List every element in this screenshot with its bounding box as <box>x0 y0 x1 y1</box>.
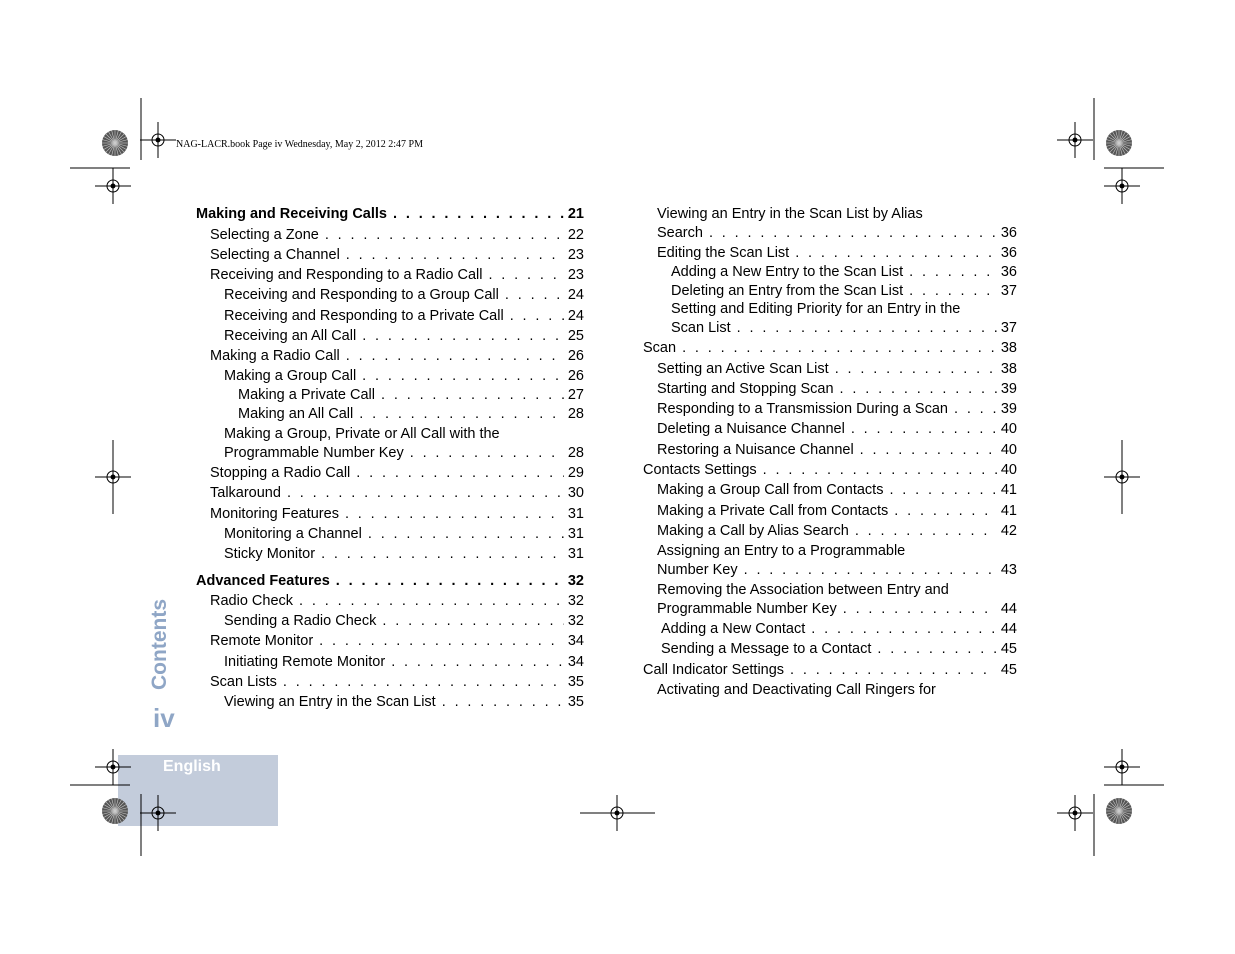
toc-entry-title: Search <box>657 225 703 241</box>
toc-entry-page: 39 <box>1000 401 1017 417</box>
toc-entry-page: 23 <box>567 247 584 263</box>
toc-entry-title: Making a Private Call from Contacts <box>657 503 889 519</box>
toc-entry-page: 29 <box>567 465 584 481</box>
toc-entry-title: Editing the Scan List <box>657 245 790 261</box>
toc-entry-title: Receiving and Responding to a Private Call <box>224 308 504 324</box>
toc-entry-title: Scan <box>643 340 677 356</box>
toc-entry-title: Making a Group, Private or All Call with the <box>224 426 500 442</box>
registration-dot <box>156 811 161 816</box>
toc-entry-page: 24 <box>567 287 584 303</box>
toc-entry-title: Starting and Stopping Scan <box>657 381 834 397</box>
toc-entry-page: 22 <box>567 227 584 243</box>
toc-entry-title: Making a Call by Alias Search <box>657 523 849 539</box>
toc-entry-title: Removing the Association between Entry and <box>657 582 949 598</box>
toc-entry-page: 38 <box>1000 340 1017 356</box>
toc-entry-title: Programmable Number Key <box>657 601 837 617</box>
toc-entry-title: Sending a Radio Check <box>224 613 377 629</box>
toc-entry-title: Programmable Number Key <box>224 445 404 461</box>
toc-entry-page: 44 <box>1000 601 1017 617</box>
toc-entry-page: 42 <box>1000 523 1017 539</box>
toc-entry-title: Deleting a Nuisance Channel <box>657 421 845 437</box>
toc-entry-page: 25 <box>567 328 584 344</box>
toc-entry-title: Setting an Active Scan List <box>657 361 829 377</box>
book-file-header: NAG-LACR.book Page iv Wednesday, May 2, 2012 2:47 PM <box>176 139 423 150</box>
toc-entry-page: 31 <box>567 546 584 562</box>
toc-entry-title: Selecting a Channel <box>210 247 340 263</box>
toc-entry-title: Scan List <box>671 320 731 336</box>
toc-entry-page: 28 <box>567 445 584 461</box>
toc-entry-page: 44 <box>1000 621 1017 637</box>
registration-dot <box>111 765 116 770</box>
toc-entry-page: 32 <box>567 613 584 629</box>
registration-dot <box>156 138 161 143</box>
toc-entry-title: Adding a New Entry to the Scan List <box>671 264 904 280</box>
toc-entry-title: Remote Monitor <box>210 633 314 649</box>
toc-entry-title: Making a Radio Call <box>210 348 340 364</box>
toc-entry-title: Sticky Monitor <box>224 546 316 562</box>
toc-entry-page: 36 <box>1000 225 1017 241</box>
toc-entry-page: 35 <box>567 674 584 690</box>
registration-dot <box>111 184 116 189</box>
toc-entry-title: Scan Lists <box>210 674 277 690</box>
toc-entry-page: 31 <box>567 506 584 522</box>
toc-entry-page: 37 <box>1000 320 1017 336</box>
toc-entry-page: 35 <box>567 694 584 710</box>
toc-entry-page: 40 <box>1000 442 1017 458</box>
toc-entry-page: 32 <box>567 573 584 589</box>
toc-entry-title: Monitoring a Channel <box>224 526 362 542</box>
toc-entry-page: 31 <box>567 526 584 542</box>
toc-entry-page: 34 <box>567 633 584 649</box>
toc-entry-page: 37 <box>1000 283 1017 299</box>
registration-dot <box>1120 184 1125 189</box>
toc-entry-title: Assigning an Entry to a Programmable <box>657 543 906 559</box>
toc-entry-title: Viewing an Entry in the Scan List <box>224 694 436 710</box>
toc-entry-page: 41 <box>1000 503 1017 519</box>
toc-entry-page: 39 <box>1000 381 1017 397</box>
toc-entry-title: Radio Check <box>210 593 294 609</box>
toc-entry-page: 30 <box>567 485 584 501</box>
toc-entry-page: 23 <box>567 267 584 283</box>
registration-dot <box>1073 811 1078 816</box>
toc-entry-title: Viewing an Entry in the Scan List by Alias <box>657 206 923 222</box>
toc-entry-title: Contacts Settings <box>643 462 757 478</box>
toc-entry-title: Selecting a Zone <box>210 227 319 243</box>
toc-entry-title: Receiving and Responding to a Radio Call <box>210 267 483 283</box>
toc-entry-title: Activating and Deactivating Call Ringers for <box>657 682 936 698</box>
toc-entry-title: Initiating Remote Monitor <box>224 654 386 670</box>
toc-entry-title: Stopping a Radio Call <box>210 465 351 481</box>
toc-entry-title: Restoring a Nuisance Channel <box>657 442 854 458</box>
toc-entry-page: 45 <box>1000 662 1017 678</box>
toc-entry-title: Making and Receiving Calls <box>196 206 387 222</box>
toc-entry-page: 38 <box>1000 361 1017 377</box>
registration-dot <box>1073 138 1078 143</box>
toc-entry-title: Call Indicator Settings <box>643 662 785 678</box>
toc-entry-page: 40 <box>1000 462 1017 478</box>
toc-entry-title: Making an All Call <box>238 406 354 422</box>
toc-entry-title: Talkaround <box>210 485 281 501</box>
toc-entry-page: 27 <box>567 387 584 403</box>
toc-entry-title: Setting and Editing Priority for an Entry in the <box>671 301 961 317</box>
toc-entry-page: 24 <box>567 308 584 324</box>
toc-entry-title: Receiving an All Call <box>224 328 357 344</box>
toc-entry-title: Sending a Message to a Contact <box>661 641 872 657</box>
toc-entry-page: 45 <box>1000 641 1017 657</box>
toc-entry-page: 43 <box>1000 562 1017 578</box>
toc-entry-page: 34 <box>567 654 584 670</box>
section-label: Contents <box>148 599 171 690</box>
toc-entry-title: Making a Group Call <box>224 368 357 384</box>
toc-entry-title: Adding a New Contact <box>661 621 806 637</box>
toc-entry-title: Making a Private Call <box>238 387 375 403</box>
toc-entry-page: 26 <box>567 348 584 364</box>
toc-entry-page: 36 <box>1000 245 1017 261</box>
toc-entry-page: 32 <box>567 593 584 609</box>
toc-entry-title: Receiving and Responding to a Group Call <box>224 287 499 303</box>
toc-entry-page: 26 <box>567 368 584 384</box>
toc-entry-page: 21 <box>567 206 584 222</box>
toc-entry-page: 41 <box>1000 482 1017 498</box>
toc-entry-page: 40 <box>1000 421 1017 437</box>
toc-entry-title: Number Key <box>657 562 738 578</box>
toc-entry-title: Responding to a Transmission During a Scan <box>657 401 948 417</box>
toc-entry-page: 36 <box>1000 264 1017 280</box>
registration-dot <box>1120 765 1125 770</box>
page-number: iv <box>153 703 175 733</box>
toc-entry-title: Deleting an Entry from the Scan List <box>671 283 904 299</box>
language-label: English <box>163 758 221 775</box>
toc-entry-page: 28 <box>567 406 584 422</box>
toc-entry-title: Monitoring Features <box>210 506 339 522</box>
toc-entry-title: Making a Group Call from Contacts <box>657 482 884 498</box>
toc-entry-title: Advanced Features <box>196 573 330 589</box>
